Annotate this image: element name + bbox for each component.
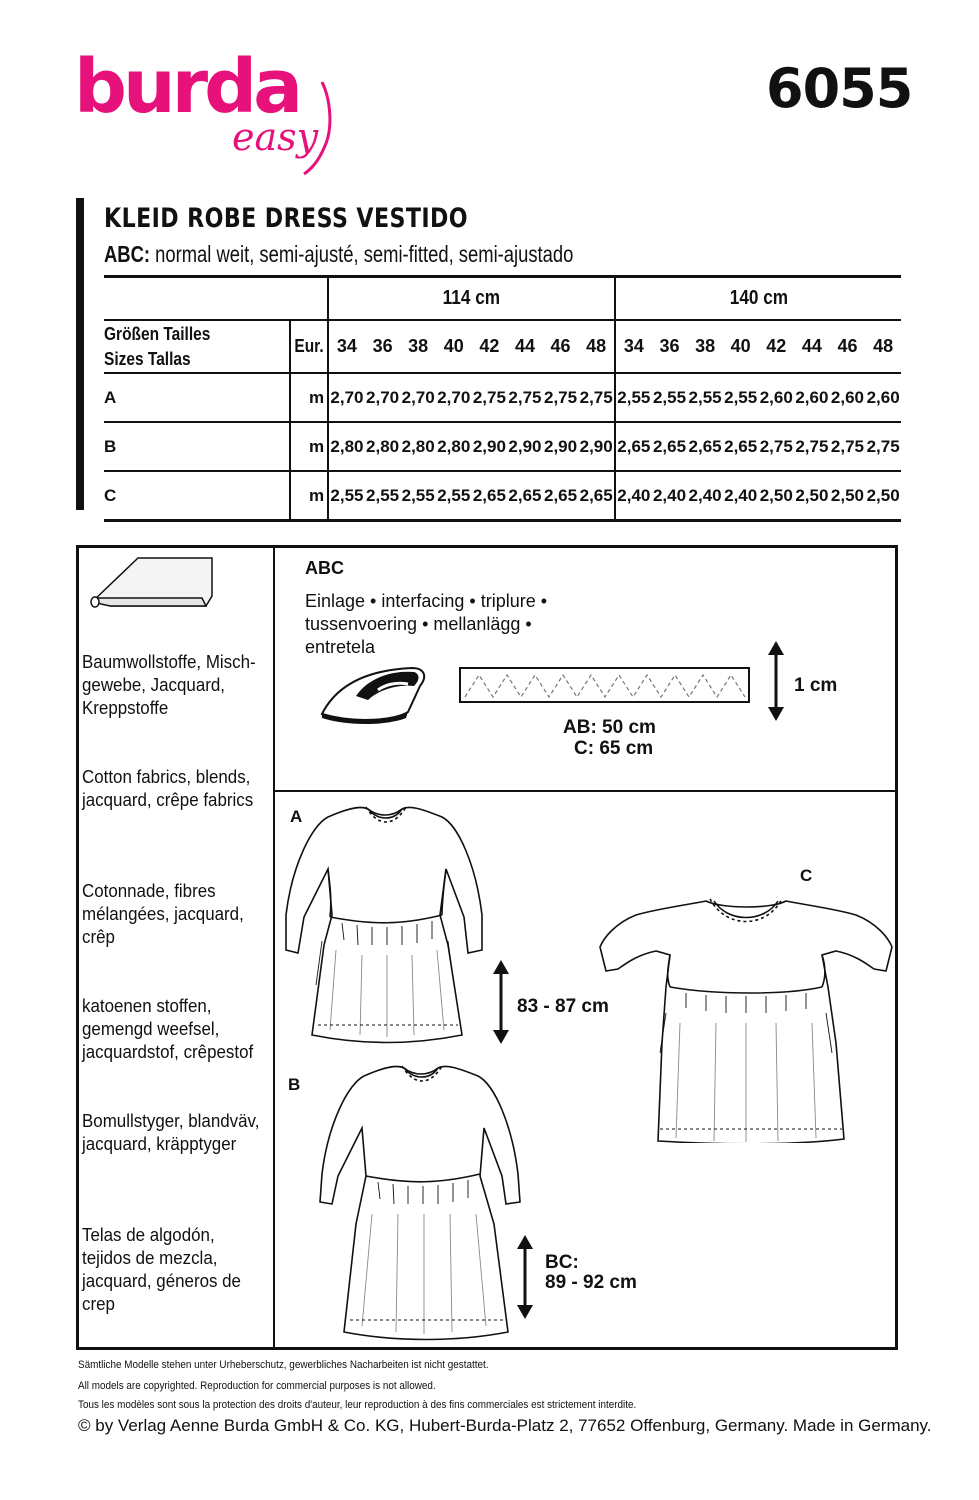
eur-label: Eur. — [290, 320, 328, 373]
size-header: 44 — [507, 320, 543, 373]
view-c-label: C — [800, 866, 813, 885]
yardage-cell: 2,65 — [652, 422, 688, 471]
size-header: 38 — [687, 320, 723, 373]
yardage-cell: 2,75 — [578, 373, 615, 422]
fabric-sv: Bomullstyger, blandväv, jacquard, kräpptyger — [82, 1111, 260, 1154]
iron-icon — [316, 656, 432, 728]
yardage-cell: 2,65 — [615, 422, 652, 471]
size-header: 36 — [652, 320, 688, 373]
interfacing-length-c: C: 65 cm — [574, 738, 654, 759]
fabric-de: Baumwollstoffe, Misch- gewebe, Jacquard, Kreppstoffe — [82, 652, 256, 718]
legal-fr: Tous les modèles sont sous la protection des droits d'auteur, leur reproduction à des fins commerciales est strictement interdite. — [78, 1399, 637, 1411]
fabric-requirements-table — [104, 275, 901, 522]
interfacing-line1: Einlage • interfacing • triplure • — [305, 591, 548, 611]
size-header: 44 — [794, 320, 830, 373]
length-bc-label: BC: — [545, 1252, 579, 1273]
yardage-cell: 2,75 — [865, 422, 901, 471]
yardage-cell: 2,40 — [687, 471, 723, 521]
yardage-cell: 2,55 — [615, 373, 652, 422]
yardage-cell: 2,80 — [328, 422, 365, 471]
yardage-cell: 2,50 — [830, 471, 866, 521]
fit-description: ABC: normal weit, semi-ajusté, semi-fitted, semi-ajustado — [104, 241, 574, 267]
yardage-cell: 2,65 — [472, 471, 508, 521]
dress-c-illustration — [596, 893, 896, 1143]
size-header: 36 — [365, 320, 401, 373]
fabric-en: Cotton fabrics, blends, jacquard, crêpe fabrics — [82, 767, 254, 810]
yardage-cell: 2,50 — [794, 471, 830, 521]
yardage-cell: 2,75 — [472, 373, 508, 422]
panel-divider — [273, 790, 898, 792]
yardage-cell: 2,50 — [865, 471, 901, 521]
yardage-cell: 2,70 — [328, 373, 365, 422]
size-header: 34 — [615, 320, 652, 373]
view-a-label: A — [290, 807, 303, 826]
size-header: 42 — [472, 320, 508, 373]
yardage-cell: 2,65 — [507, 471, 543, 521]
legal-de: Sämtliche Modelle stehen unter Urheberschutz, gewerbliches Nacharbeiten ist nicht gestattet. — [78, 1359, 489, 1371]
length-a: 83 - 87 cm — [517, 996, 609, 1017]
yardage-cell: 2,70 — [436, 373, 472, 422]
yardage-cell: 2,75 — [830, 422, 866, 471]
size-header: 46 — [830, 320, 866, 373]
fabric-es: Telas de algodón, tejidos de mezcla, jacquard, géneros de crep — [82, 1225, 241, 1314]
yardage-cell: 2,60 — [794, 373, 830, 422]
yardage-cell: 2,75 — [507, 373, 543, 422]
yardage-cell: 2,60 — [830, 373, 866, 422]
yardage-cell: 2,40 — [723, 471, 759, 521]
unit-label: m — [290, 471, 328, 521]
width-140-header: 140 cm — [615, 277, 901, 321]
yardage-cell: 2,70 — [400, 373, 436, 422]
view-row-label: C — [104, 471, 290, 521]
burda-logo: burda — [74, 44, 300, 130]
yardage-cell: 2,80 — [436, 422, 472, 471]
height-arrow-icon — [764, 641, 788, 721]
size-header: 48 — [578, 320, 615, 373]
burda-easy-logo: easy — [232, 115, 319, 159]
yardage-cell: 2,65 — [687, 422, 723, 471]
size-header: 40 — [436, 320, 472, 373]
yardage-cell: 2,75 — [543, 373, 579, 422]
yardage-cell: 2,70 — [365, 373, 401, 422]
yardage-cell: 2,90 — [472, 422, 508, 471]
size-header: 46 — [543, 320, 579, 373]
size-header: 34 — [328, 320, 365, 373]
yardage-cell: 2,60 — [865, 373, 901, 422]
size-header: 48 — [865, 320, 901, 373]
yardage-cell: 2,40 — [652, 471, 688, 521]
yardage-cell: 2,75 — [758, 422, 794, 471]
yardage-cell: 2,90 — [578, 422, 615, 471]
fabric-roll-icon — [88, 552, 216, 614]
copyright: © by Verlag Aenne Burda GmbH & Co. KG, Hubert-Burda-Platz 2, 77652 Offenburg, Germany. Made in Germany. — [78, 1416, 932, 1435]
length-bc: 89 - 92 cm — [545, 1272, 637, 1293]
yardage-cell: 2,55 — [436, 471, 472, 521]
interfacing-line3: entretela — [305, 637, 376, 657]
yardage-cell: 2,55 — [328, 471, 365, 521]
fabric-nl: katoenen stoffen, gemengd weefsel, jacquardstof, crêpestof — [82, 996, 254, 1062]
yardage-cell: 2,80 — [365, 422, 401, 471]
length-bc-arrow-icon — [513, 1235, 537, 1319]
size-header: 40 — [723, 320, 759, 373]
size-header: 38 — [400, 320, 436, 373]
view-row-label: B — [104, 422, 290, 471]
yardage-cell: 2,75 — [794, 422, 830, 471]
fabric-fr: Cotonnade, fibres mélangées, jacquard, crêp — [82, 881, 244, 947]
yardage-cell: 2,60 — [758, 373, 794, 422]
interfacing-length-ab: AB: 50 cm — [563, 717, 656, 738]
size-header: 42 — [758, 320, 794, 373]
yardage-cell: 2,65 — [578, 471, 615, 521]
pattern-number: 6055 — [766, 57, 913, 120]
interfacing-width: 1 cm — [794, 675, 838, 696]
legal-en: All models are copyrighted. Reproduction for commercial purposes is not allowed. — [78, 1380, 436, 1392]
interfacing-line2: tussenvoering • mellanlägg • — [305, 614, 532, 634]
yardage-cell: 2,90 — [543, 422, 579, 471]
yardage-cell: 2,90 — [507, 422, 543, 471]
yardage-cell: 2,55 — [723, 373, 759, 422]
panel-divider — [273, 545, 275, 1350]
interfacing-views: ABC — [305, 558, 344, 578]
size-label: Größen Tailles Sizes Tallas — [104, 320, 290, 373]
unit-label: m — [290, 373, 328, 422]
yardage-cell: 2,80 — [400, 422, 436, 471]
view-b-label: B — [288, 1075, 301, 1094]
logo-swoosh-icon — [300, 78, 340, 178]
yardage-cell: 2,55 — [687, 373, 723, 422]
length-a-arrow-icon — [489, 960, 513, 1044]
yardage-cell: 2,55 — [652, 373, 688, 422]
section-bar — [76, 198, 84, 510]
yardage-cell: 2,40 — [615, 471, 652, 521]
dress-a-illustration — [282, 805, 492, 1050]
yardage-cell: 2,65 — [543, 471, 579, 521]
yardage-cell: 2,65 — [723, 422, 759, 471]
yardage-cell: 2,55 — [365, 471, 401, 521]
unit-label: m — [290, 422, 328, 471]
garment-title: KLEID ROBE DRESS VESTIDO — [104, 203, 469, 234]
dress-b-illustration — [316, 1064, 528, 1344]
yardage-cell: 2,50 — [758, 471, 794, 521]
view-row-label: A — [104, 373, 290, 422]
interfacing-strip — [459, 667, 751, 705]
width-114-header: 114 cm — [328, 277, 615, 321]
yardage-cell: 2,55 — [400, 471, 436, 521]
